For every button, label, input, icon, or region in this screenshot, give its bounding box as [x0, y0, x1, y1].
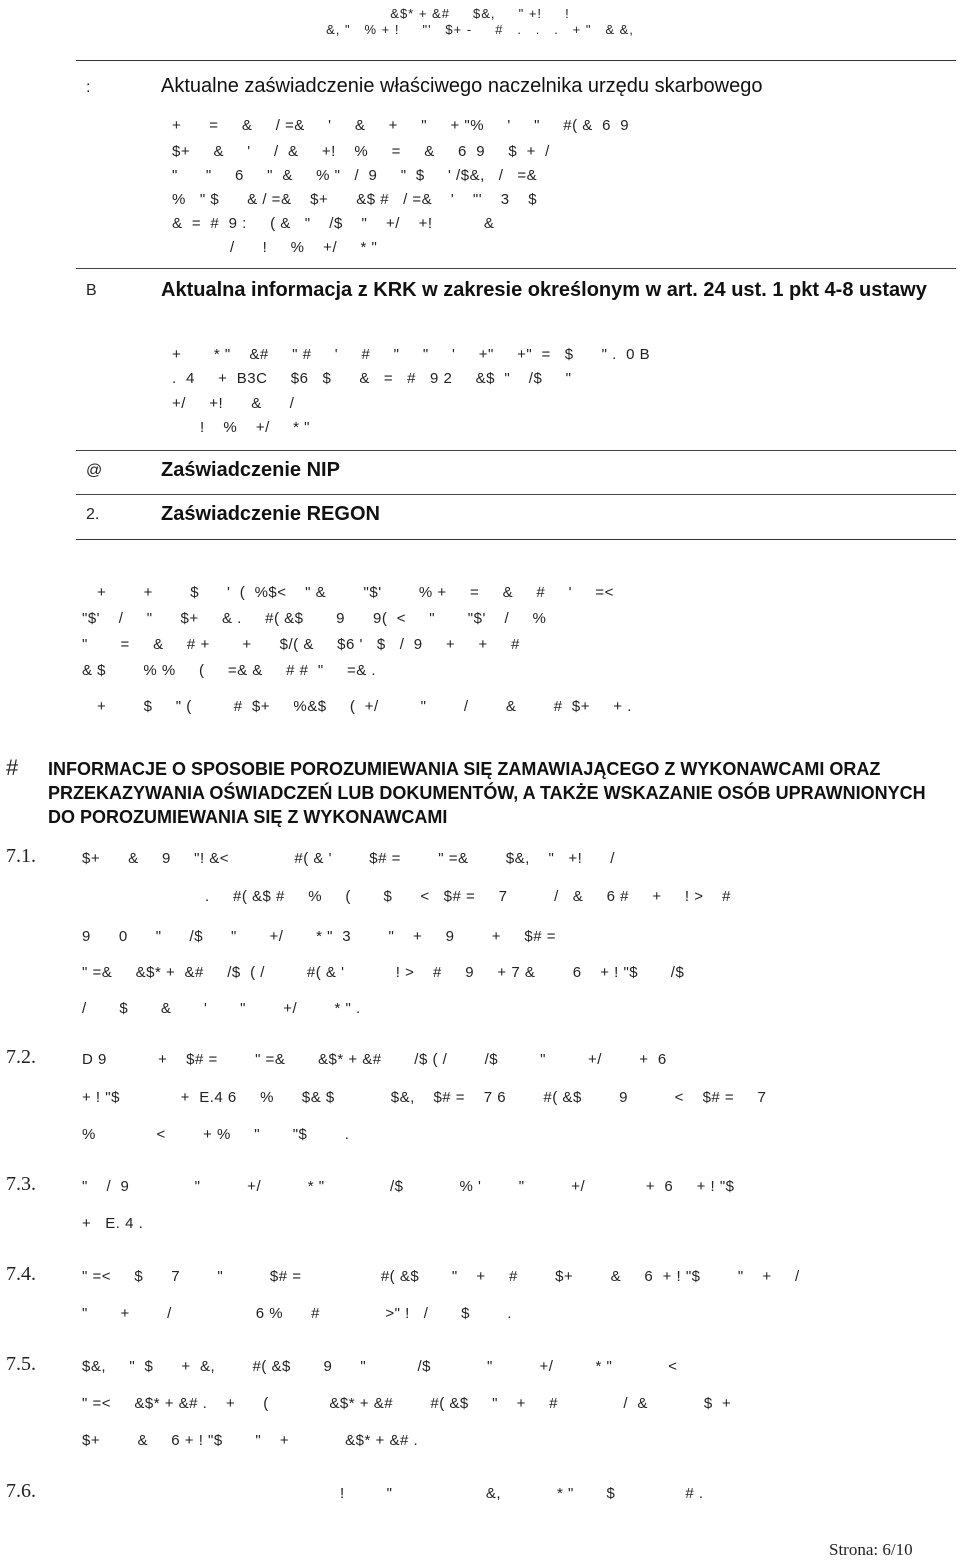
item-number: 7.6. [6, 1480, 36, 1502]
header-line-1: &$* + &# $&, " +! ! [390, 6, 570, 21]
paragraph-note: + $ " ( # $+ %&$ ( +/ " / & # $+ + . [97, 698, 632, 715]
row-title: Zaświadczenie NIP [161, 459, 340, 481]
item-text-line: " =< $ 7 " $# = #( &$ " + # $+ & 6 + ! "$ " + / [82, 1268, 800, 1285]
row-marker: @ [86, 462, 103, 479]
item-text-line: D 9 + $# = " =& &$* + &# /$ ( / /$ " +/ + 6 [82, 1051, 667, 1068]
section-title: INFORMACJE O SPOSOBIE POROZUMIEWANIA SIĘ ZAMAWIAJĄCEGO Z WYKONAWCAMI ORAZ PRZEKAZYWANIA OŚWIADCZEŃ LUB DOKUMENTÓW, A TAKŻE WSKAZANIE OSÓB UPRAWNIONYCH DO POROZUMIEWANIA SIĘ Z WYKONAWCAMI [48, 759, 926, 827]
paragraph-line: + + $ ' ( %$< " & "$' % + = & # ' =< [97, 584, 614, 601]
item-text-line: " =& &$* + &# /$ ( / #( & ' ! > # 9 + 7 & 6 + ! "$ /$ [82, 964, 685, 981]
item-text-line: ! " &, * " $ # . [340, 1485, 704, 1502]
row-text-line: / ! % +/ * " [230, 239, 378, 256]
row-text-line: + * " &# " # ' # " " ' +" +" = $ " . 0 B [172, 346, 651, 363]
item-text-line: $+ & 6 + ! "$ " + &$* + &# . [82, 1432, 419, 1449]
item-text-line: $+ & 9 "! &< #( & ' $# = " =& $&, " +! / [82, 850, 615, 867]
row-title: Aktualna informacja z KRK w zakresie określonym w art. 24 ust. 1 pkt 4-8 ustawy [161, 279, 927, 301]
item-text-line: . #( &$ # % ( $ < $# = 7 / & 6 # + ! > # [205, 888, 732, 905]
item-text-line: $&, " $ + &, #( &$ 9 " /$ " +/ * " < [82, 1358, 678, 1375]
section-number: # [6, 755, 19, 780]
paragraph-line: "$' / " $+ & . #( &$ 9 9( < " "$' / % [82, 610, 547, 627]
row-text-line: $+ & ' / & +! % = & 6 9 $ + / [172, 143, 550, 160]
item-text-line: " + / 6 % # >" ! / $ . [82, 1305, 512, 1322]
row-marker: B [86, 282, 97, 299]
header-line-2: &, " % + ! "' $+ - # . . . + " & &, [326, 22, 634, 37]
row-divider [76, 450, 956, 451]
item-text-line: % < + % " "$ . [82, 1126, 350, 1143]
item-text-line: + ! "$ + E.4 6 % $& $ $&, $# = 7 6 #( &$ 9 < $# = 7 [82, 1089, 767, 1106]
row-text-line: . 4 + B3C $6 $ & = # 9 2 &$ " /$ " [172, 370, 572, 387]
item-text-line: 9 0 " /$ " +/ * " 3 " + 9 + $# = [82, 928, 556, 945]
item-text-line: + E. 4 . [82, 1215, 144, 1232]
item-number: 7.5. [6, 1353, 36, 1375]
row-text-line: & = # 9 : ( & " /$ " +/ +! & [172, 215, 495, 232]
item-text-line: / $ & ' " +/ * " . [82, 1000, 361, 1017]
row-title: Aktualne zaświadczenie właściwego naczelnika urzędu skarbowego [161, 75, 763, 97]
item-text-line: " / 9 " +/ * " /$ % ' " +/ + 6 + ! "$ [82, 1178, 735, 1195]
row-marker: 2. [86, 506, 100, 523]
row-title: Zaświadczenie REGON [161, 503, 380, 525]
row-text-line: % " $ & / =& $+ &$ # / =& ' "' 3 $ [172, 191, 538, 208]
row-text-line: ! % +/ * " [200, 419, 310, 436]
row-text-line: + = & / =& ' & + " + "% ' " #( & 6 9 [172, 117, 630, 134]
item-number: 7.1. [6, 845, 36, 867]
item-number: 7.3. [6, 1173, 36, 1195]
paragraph-line: & $ % % ( =& & # # " =& . [82, 662, 377, 679]
paragraph-line: " = & # + + $/( & $6 ' $ / 9 + + # [82, 636, 520, 653]
item-number: 7.4. [6, 1263, 36, 1285]
row-divider [76, 494, 956, 495]
item-text-line: " =< &$* + &# . + ( &$* + &# #( &$ " + # / & $ + [82, 1395, 732, 1412]
item-number: 7.2. [6, 1046, 36, 1068]
row-divider [76, 268, 956, 269]
row-text-line: " " 6 " & % " / 9 " $ ' /$&, / =& [172, 167, 538, 184]
row-text-line: +/ +! & / [172, 395, 295, 412]
page-number: Strona: 6/10 [829, 1540, 913, 1559]
row-marker: : [86, 79, 91, 96]
